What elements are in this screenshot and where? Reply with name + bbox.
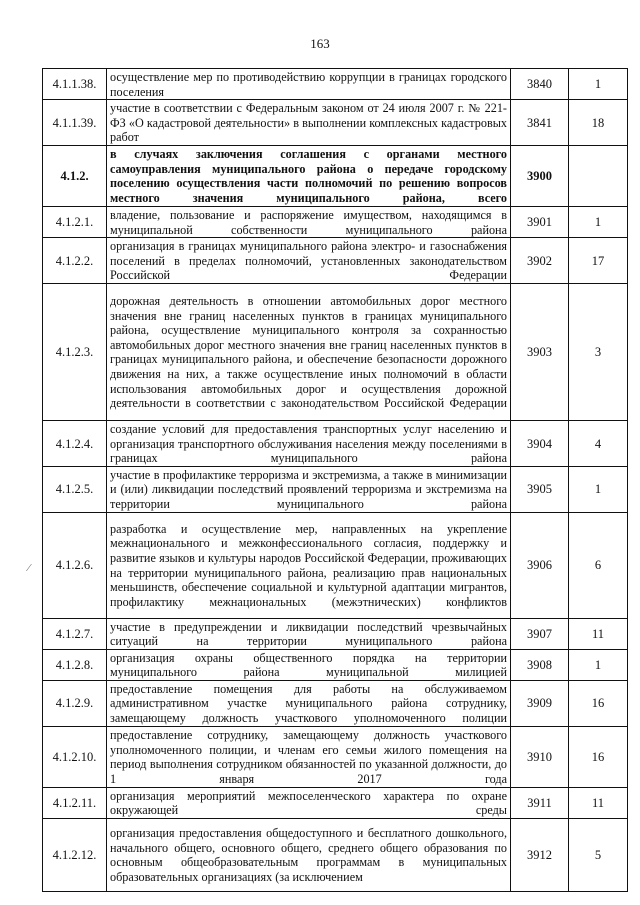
row-code: 4.1.2.5. [43,466,107,512]
row-value: 3 [569,283,628,420]
row-description: организация в границах муниципального района электро- и газоснабжения поселений в пределах полномочий, установленных законодательством Российской Федерации [107,238,511,284]
row-value: 11 [569,787,628,818]
page-number: 163 [310,36,330,51]
row-description: дорожная деятельность в отношении автомобильных дорог местного значения вне границ населенных пунктов в границах муниципального района, осуществление муниципального контроля за сохранностью автомобильных дорог местного значения вне границ населенных пунктов в границах муниципального района, и обеспечение безопасности дорожного движения на них, а также осуществление иных полномочий в области использования автомобильных дорог и осуществления дорожной деятельности в соответствии с законодательством Российской Федерации [107,283,511,420]
row-code: 4.1.2.6. [43,512,107,618]
row-value: 1 [569,206,628,237]
row-value: 6 [569,512,628,618]
table-row [43,787,628,818]
table-row [43,100,628,146]
row-line-number: 3907 [511,618,569,649]
row-line-number: 3910 [511,726,569,787]
row-value: 11 [569,618,628,649]
table-row [43,818,628,891]
table-row [43,238,628,284]
row-description: осуществление мер по противодействию коррупции в границах городского поселения [107,69,511,100]
row-line-number: 3908 [511,649,569,680]
row-code: 4.1.2.11. [43,787,107,818]
row-description: участие в предупреждении и ликвидации последствий чрезвычайных ситуаций на территории муниципального района [107,618,511,649]
row-line-number: 3909 [511,680,569,726]
row-value: 1 [569,69,628,100]
indicator-table [42,68,628,892]
row-value: 1 [569,466,628,512]
row-code: 4.1.2.10. [43,726,107,787]
row-value: 18 [569,100,628,146]
row-code: 4.1.1.38. [43,69,107,100]
row-line-number: 3912 [511,818,569,891]
row-code: 4.1.2.1. [43,206,107,237]
table-row [43,69,628,100]
row-line-number: 3841 [511,100,569,146]
row-code: 4.1.2.8. [43,649,107,680]
row-line-number: 3900 [511,145,569,206]
row-description: организация предоставления общедоступного и бесплатного дошкольного, начального общего, основного общего, среднего общего образования по основным общеобразовательным программам в муниципальных образовательных организациях (за исключением [107,818,511,891]
table-body [43,69,628,892]
row-value: 4 [569,420,628,466]
row-value: 16 [569,680,628,726]
row-description: предоставление сотруднику, замещающему должность участкового уполномоченного полиции, и членам его семьи жилого помещения на период выполнения сотрудником обязанностей по указанной должности, до 1 января 2017 года [107,726,511,787]
row-description: создание условий для предоставления транспортных услуг населению и организация транспортного обслуживания населения между поселениями в границах муниципального района [107,420,511,466]
margin-mark: ⁄ [28,562,30,574]
row-value: 16 [569,726,628,787]
row-description: организация охраны общественного порядка на территории муниципального района муниципальной милицией [107,649,511,680]
row-value [569,145,628,206]
row-code: 4.1.1.39. [43,100,107,146]
row-line-number: 3906 [511,512,569,618]
row-code: 4.1.2.2. [43,238,107,284]
row-code: 4.1.2.7. [43,618,107,649]
table-row [43,649,628,680]
row-description: в случаях заключения соглашения с органами местного самоуправления муниципального района о передаче городскому поселению осуществления части полномочий по решению вопросов местного значения муниципального района, всего [107,145,511,206]
row-line-number: 3903 [511,283,569,420]
table-row [43,145,628,206]
row-description: участие в профилактике терроризма и экстремизма, а также в минимизации и (или) ликвидации последствий проявлений терроризма и экстремизма на территории муниципального района [107,466,511,512]
table-row [43,726,628,787]
row-code: 4.1.2.9. [43,680,107,726]
row-code: 4.1.2.4. [43,420,107,466]
table-row [43,420,628,466]
row-code: 4.1.2.12. [43,818,107,891]
row-line-number: 3905 [511,466,569,512]
row-description: владение, пользование и распоряжение имуществом, находящимся в муниципальной собственности муниципального района [107,206,511,237]
row-description: участие в соответствии с Федеральным законом от 24 июля 2007 г. № 221-ФЗ «О кадастровой деятельности» в выполнении комплексных кадастровых работ [107,100,511,146]
row-description: предоставление помещения для работы на обслуживаемом административном участке муниципального района сотруднику, замещающему должность участкового уполномоченного полиции [107,680,511,726]
table-row [43,618,628,649]
table-row [43,283,628,420]
row-line-number: 3840 [511,69,569,100]
row-value: 1 [569,649,628,680]
table-row [43,512,628,618]
row-line-number: 3902 [511,238,569,284]
row-value: 5 [569,818,628,891]
table-row [43,680,628,726]
table-row [43,466,628,512]
row-code: 4.1.2.3. [43,283,107,420]
row-line-number: 3904 [511,420,569,466]
row-code: 4.1.2. [43,145,107,206]
table-row [43,206,628,237]
row-description: организация мероприятий межпоселенческого характера по охране окружающей среды [107,787,511,818]
row-description: разработка и осуществление мер, направленных на укрепление межнационального и межконфессионального согласия, поддержку и развитие языков и культуры народов Российской Федерации, проживающих на территории муниципального района, реализацию прав национальных меньшинств, обеспечение социальной и культурной адаптации мигрантов, профилактику межнациональных (межэтнических) конфликтов [107,512,511,618]
row-line-number: 3911 [511,787,569,818]
row-value: 17 [569,238,628,284]
row-line-number: 3901 [511,206,569,237]
